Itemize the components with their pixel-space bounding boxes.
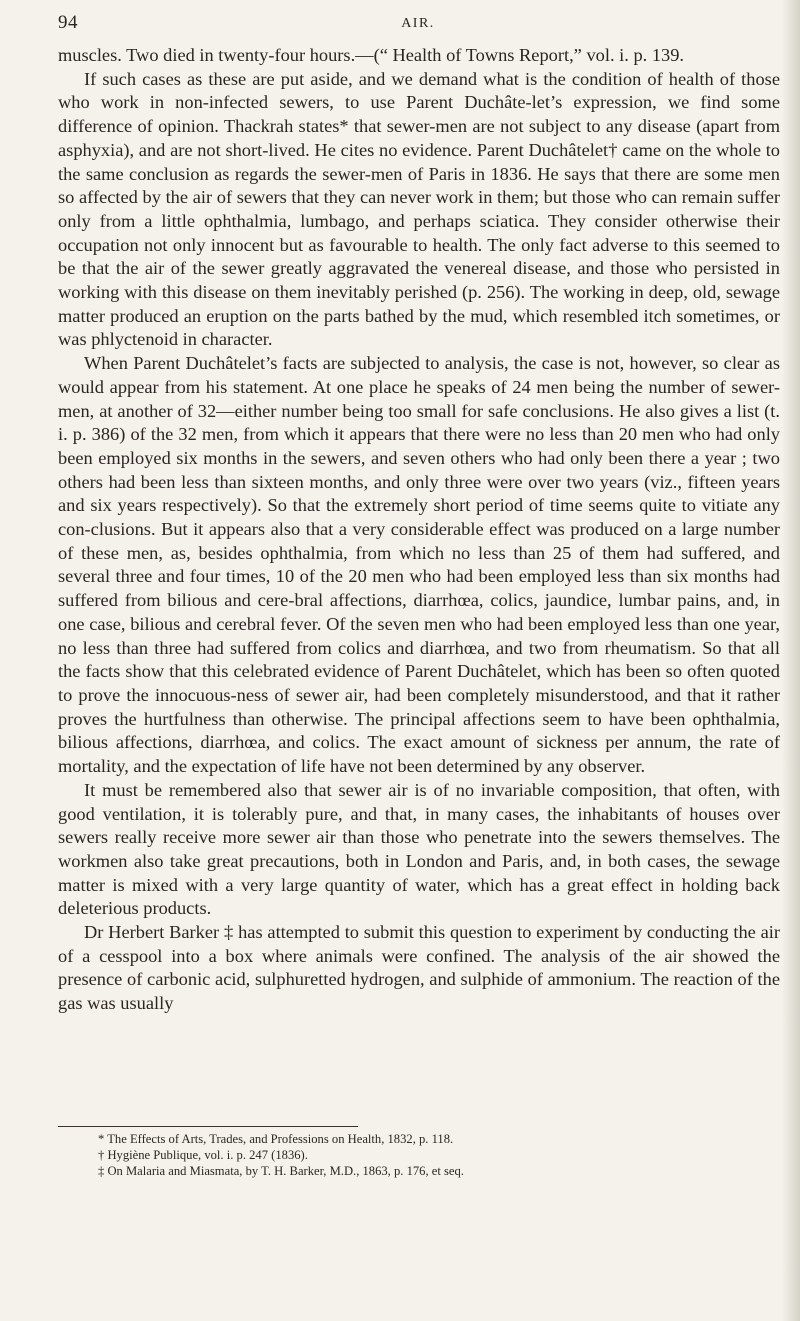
page-header [58,12,778,34]
footnotes [98,1131,778,1179]
paragraph: It must be remembered also that sewer air is of no invariable composition, that often, with good ventilation, it is tolerably pure, and that, in many cases, the inhabitants of houses over sewers really receive more sewer air than those who penetrate into the sewers themselves. The workmen also take great precautions, both in London and Paris, and, in both cases, the sewage matter is mixed with a very large quantity of water, which has a great effect in holding back deleterious products. [58,779,780,919]
footnote: * The Effects of Arts, Trades, and Professions on Health, 1832, p. 118. [98,1132,454,1146]
footnote: ‡ On Malaria and Miasmata, by T. H. Barker, M.D., 1863, p. 176, et seq. [98,1164,464,1178]
page-edge-shadow [782,0,800,1321]
body-text [58,44,780,1016]
paragraph: When Parent Duchâtelet’s facts are subjected to analysis, the case is not, however, so clear as would appear from his statement. At one place he speaks of 24 men being the number of sewer-men, at another of 32—either number being too small for safe conclusions. He also gives a list (t. i. p. 386) of the 32 men, from which it appears that there were no less than 20 men who had only been employed six months in the sewers, and seven others who had only been there a year ; two others had been less than sixteen months, and only three were over two years (viz., fifteen years and six years respectively). So that the extremely short period of time seems quite to vitiate any con-clusions. But it appears also that a very considerable effect was produced on a large number of these men, as, besides ophthalmia, from which no less than 25 of them had suffered, and several three and four times, 10 of the 20 men who had been employed less than six months had suffered from bilious and cere-bral affections, diarrhœa, colics, jaundice, lumbar pains, and, in one case, bilious and cerebral fever. Of the seven men who had been employed less than one year, no less than three had suffered from colics and diarrhœa, and two from rheumatism. So that all the facts show that this celebrated evidence of Parent Duchâtelet, which has been so often quoted to prove the innocuous-ness of sewer air, had been completely misunderstood, and that it rather proves the hurtfulness than otherwise. The principal affections seem to have been ophthalmia, bilious affections, diarrhœa, and colics. The exact amount of sickness per annum, the rate of mortality, and the expectation of life have not been determined by any observer. [58,353,780,777]
paragraph: If such cases as these are put aside, and we demand what is the condition of health of those who work in non-infected sewers, to use Parent Duchâte-let’s expression, we find some difference of opinion. Thackrah states* that sewer-men are not subject to any disease (apart from asphyxia), and are not short-lived. He cites no evidence. Parent Duchâtelet† came on the whole to the same conclusion as regards the sewer-men of Paris in 1836. He says that there are some men so affected by the air of sewers that they can never work in them; but those who can remain suffer only from a little ophthalmia, lumbago, and perhaps sciatica. They consider otherwise their occupation not only innocent but as favourable to health. The only fact adverse to this seemed to be that the air of the sewer greatly aggravated the venereal disease, and those who persisted in working with this disease on them inevitably perished (p. 256). The working in deep, old, sewage matter produced an eruption on the parts bathed by the mud, which resembled itch sometimes, or was phlyctenoid in character. [58,68,780,350]
page-number: 94 [58,12,78,33]
footnote-rule [58,1126,358,1127]
footnote: † Hygiène Publique, vol. i. p. 247 (1836). [98,1148,308,1162]
running-head: AIR. [401,16,435,31]
paragraph-continued: muscles. Two died in twenty-four hours.—(“ Health of Towns Report,” vol. i. p. 139. [58,45,685,65]
paragraph: Dr Herbert Barker ‡ has attempted to submit this question to experiment by conducting the air of a cesspool into a box where animals were confined. The analysis of the air showed the presence of carbonic acid, sulphuretted hydrogen, and sulphide of ammonium. The reaction of the gas was usually [58,922,780,1014]
